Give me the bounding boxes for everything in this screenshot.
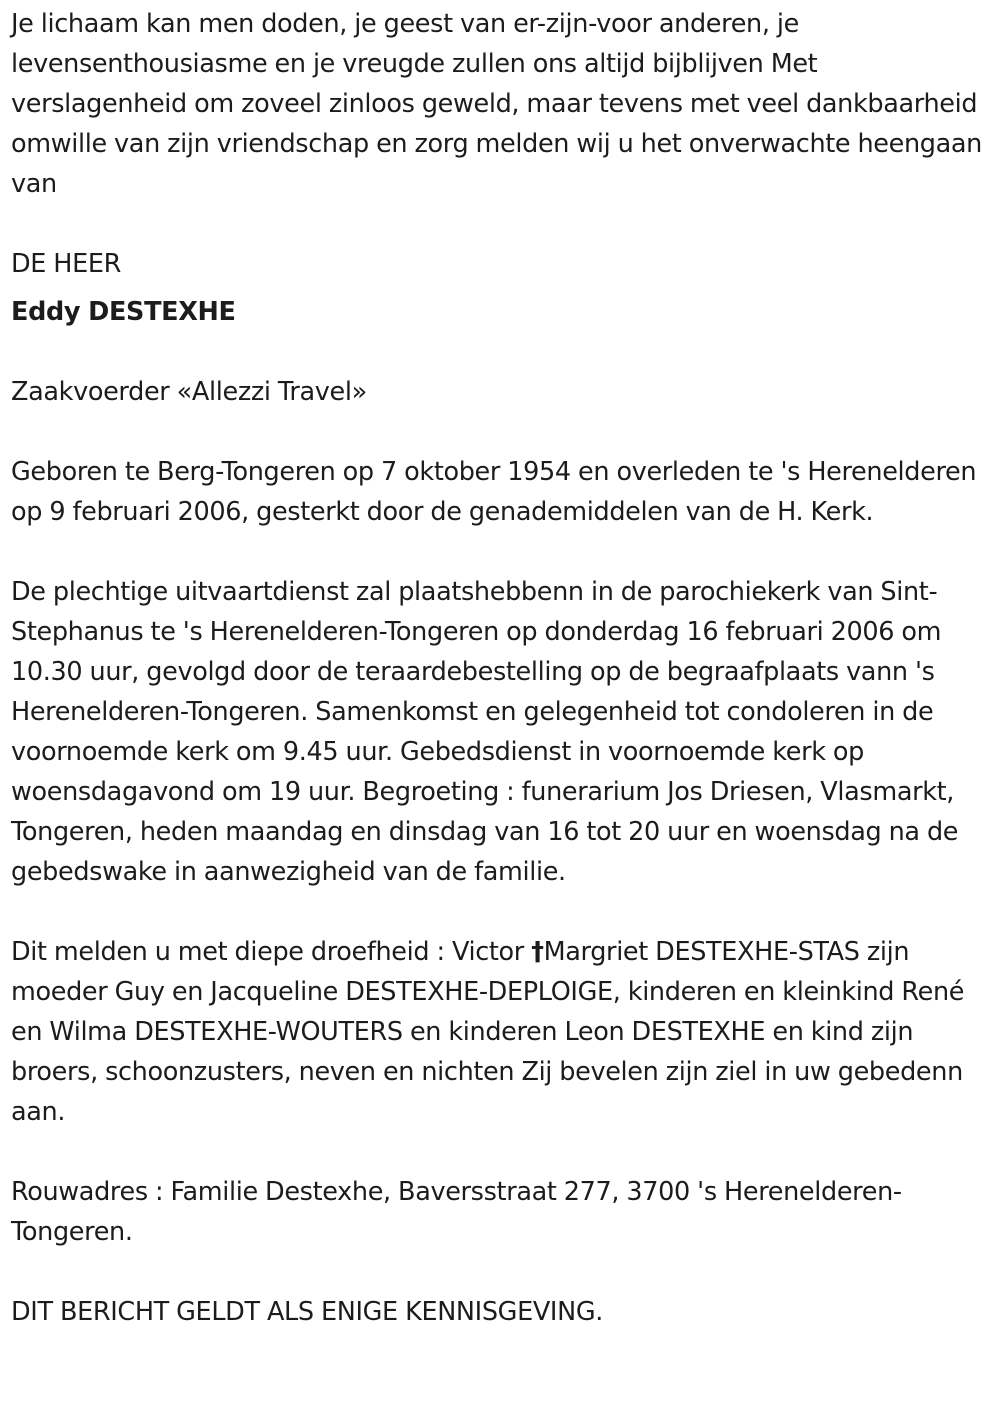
intro-paragraph: Je lichaam kan men doden, je geest van er-zijn-voor anderen, je levensenthousiasme en je vreugde zullen ons altijd bijblijven Met verslagenheid om zoveel zinloos geweld, maar tevens met veel dankbaarheid omwille van zijn vriendschap en zorg melden wij u het onverwachte heengaan van bbox=[11, 9, 982, 199]
deceased-role: Zaakvoerder «Allezzi Travel» bbox=[11, 377, 367, 407]
cross-icon: † bbox=[531, 937, 544, 967]
birth-death-paragraph: Geboren te Berg-Tongeren op 7 oktober 1954 en overleden te 's Herenelderen op 9 februari 2006, gesterkt door de genademiddelen van de H. Kerk. bbox=[11, 457, 977, 527]
closing-statement: DIT BERICHT GELDT ALS ENIGE KENNISGEVING. bbox=[11, 1297, 603, 1327]
family-text-rest: Margriet DESTEXHE-STAS zijn moeder Guy en Jacqueline DESTEXHE-DEPLOIGE, kinderen en kleinkind René en Wilma DESTEXHE-WOUTERS en kinderen Leon DESTEXHE en kind zijn broers, schoonzusters, neven en nichten Zij bevelen zijn ziel in uw gebedenn aan. bbox=[11, 937, 965, 1127]
mourning-address: Rouwadres : Familie Destexhe, Baversstraat 277, 3700 's Herenelderen-Tongeren. bbox=[11, 1177, 902, 1247]
family-text-start: Dit melden u met diepe droefheid : Victor bbox=[11, 937, 532, 967]
family-paragraph bbox=[11, 932, 990, 1132]
honorific: DE HEER bbox=[11, 249, 122, 279]
funeral-service-paragraph: De plechtige uitvaartdienst zal plaatshebbenn in de parochiekerk van Sint-Stephanus te 's Herenelderen-Tongeren op donderdag 16 februari 2006 om 10.30 uur, gevolgd door de teraardebestelling op de begraafplaats vann 's Herenelderen-Tongeren. Samenkomst en gelegenheid tot condoleren in de voornoemde kerk om 9.45 uur. Gebedsdienst in voornoemde kerk op woensdagavond om 19 uur. Begroeting : funerarium Jos Driesen, Vlasmarkt, Tongeren, heden maandag en dinsdag van 16 tot 20 uur en woensdag na de gebedswake in aanwezigheid van de familie. bbox=[11, 577, 959, 887]
deceased-name: Eddy DESTEXHE bbox=[11, 297, 236, 327]
